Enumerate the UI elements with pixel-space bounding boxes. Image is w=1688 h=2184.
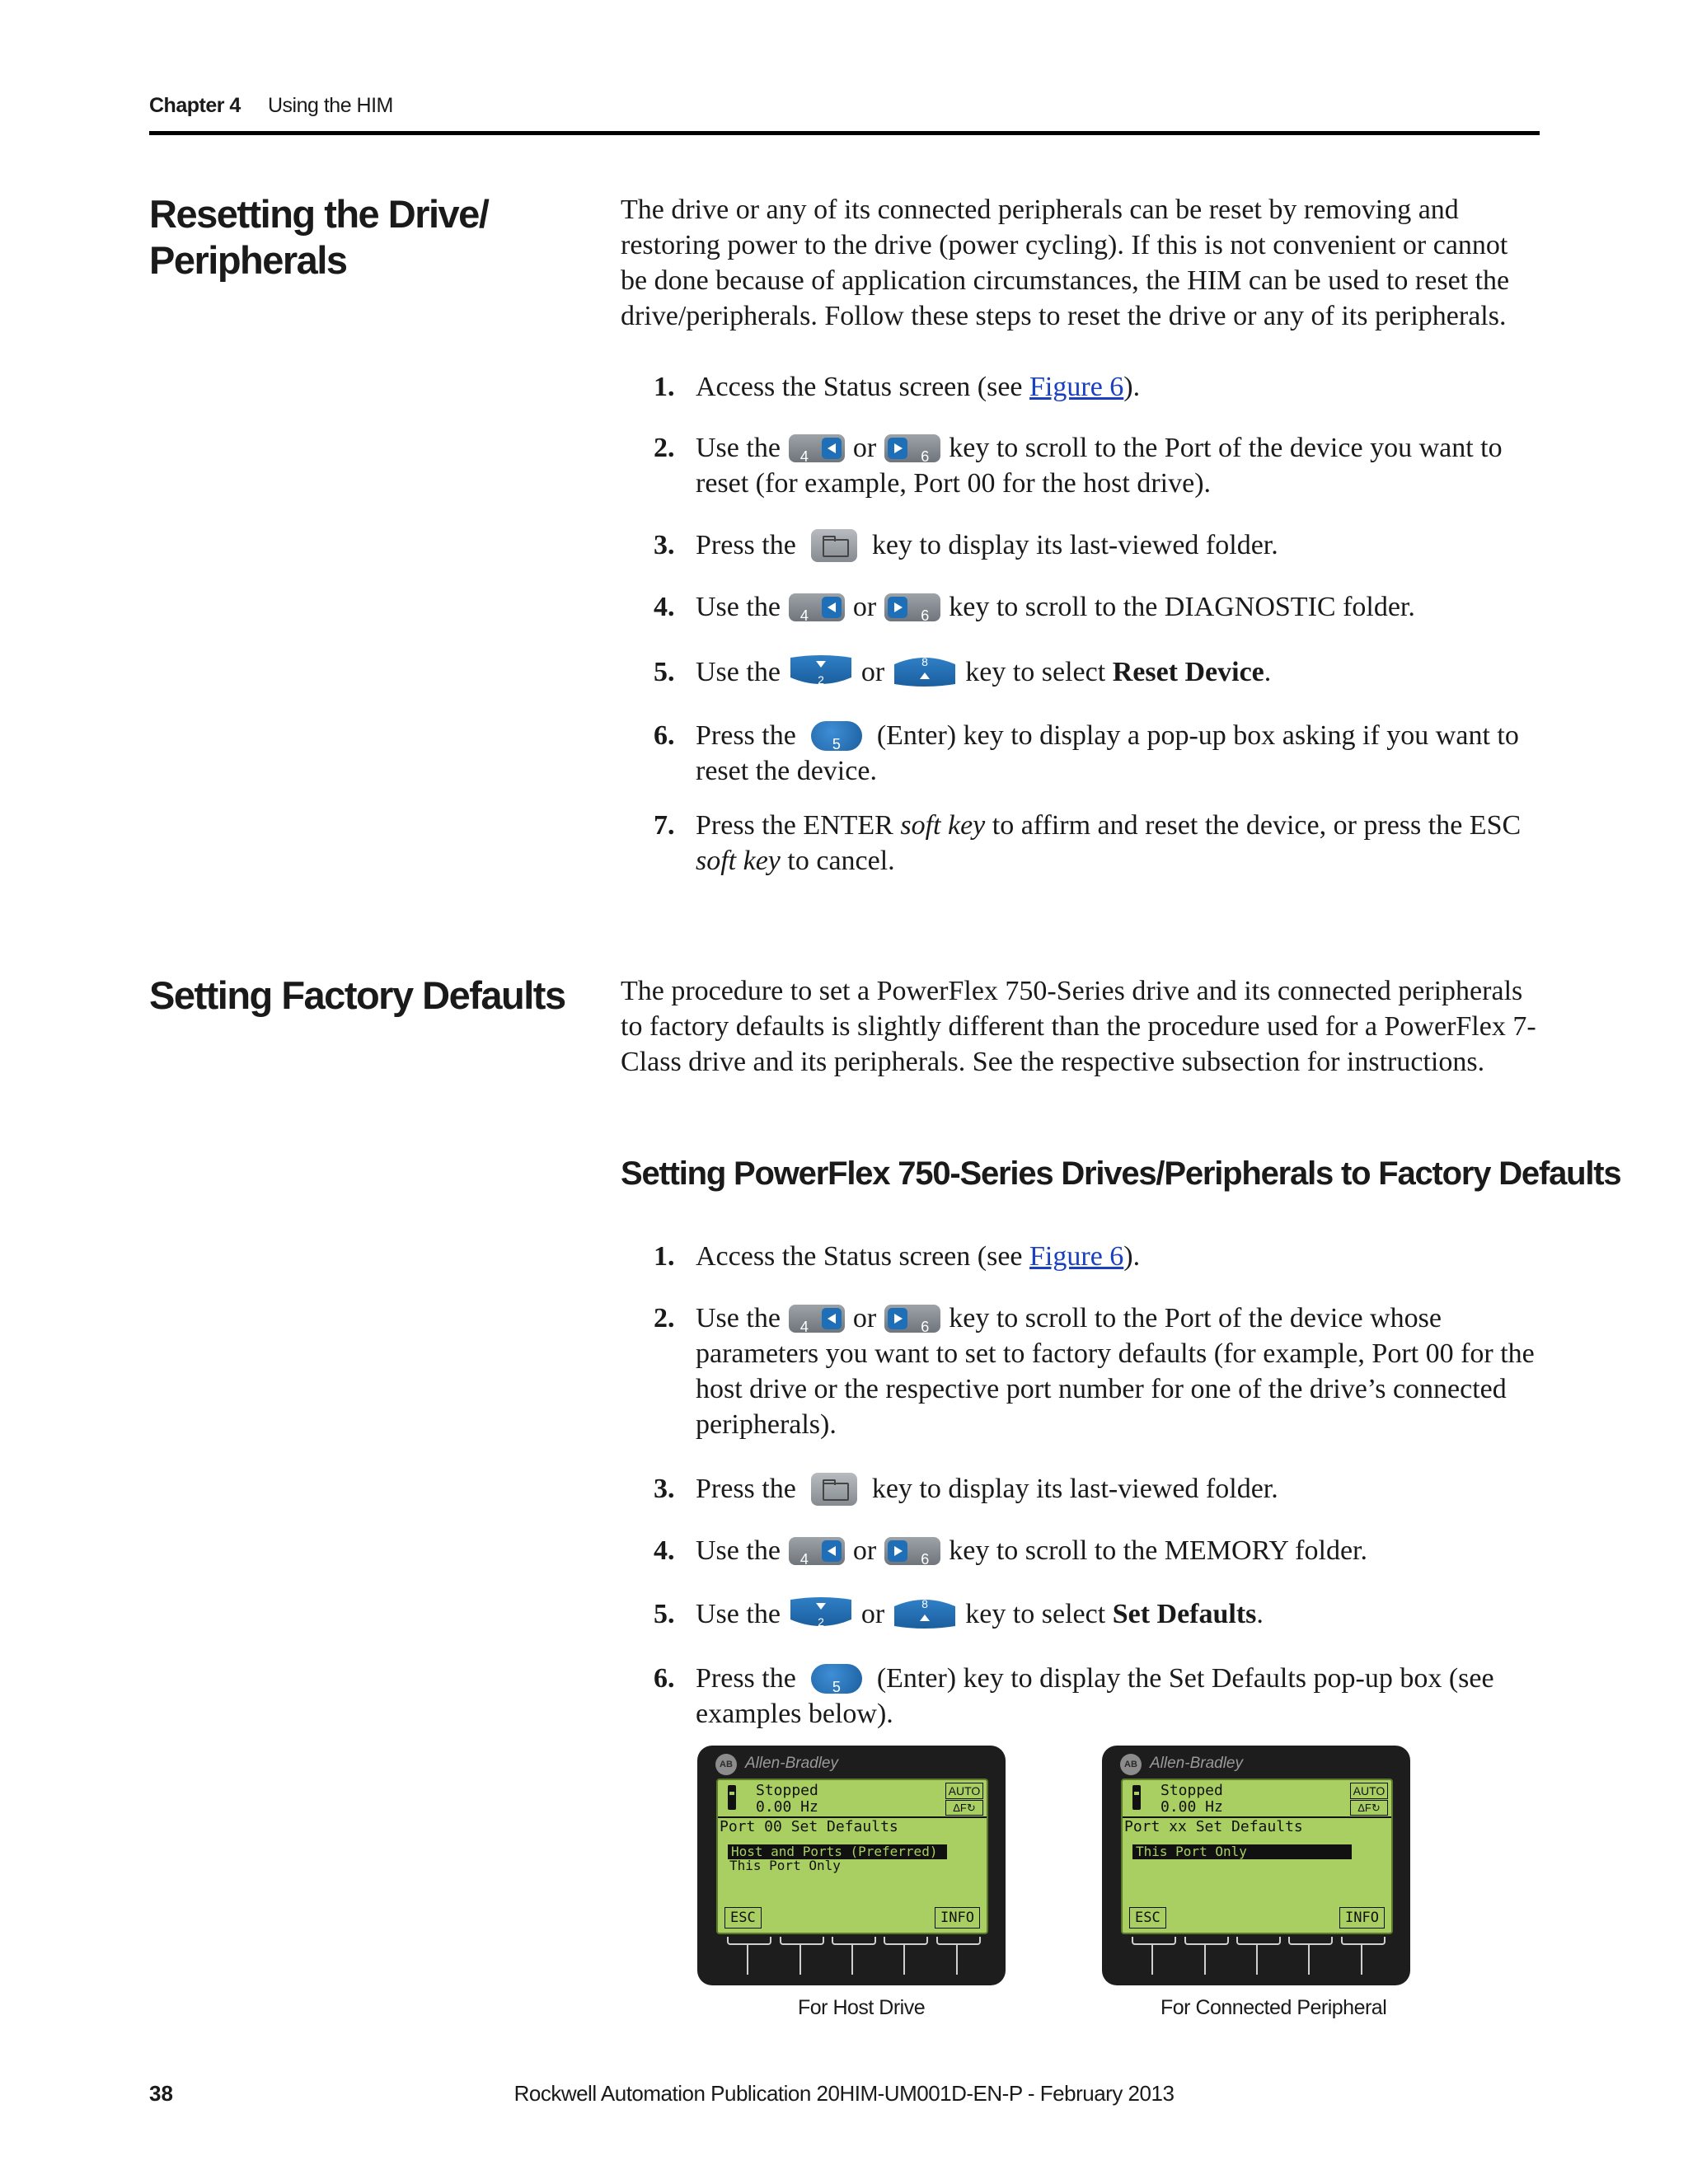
- auto-indicator: AUTO: [945, 1783, 983, 1799]
- step-number: 6.: [654, 1663, 675, 1694]
- down-arrow-key-icon: [789, 653, 853, 689]
- key-digit: 4: [799, 607, 809, 625]
- step-text: Use the: [696, 433, 781, 463]
- step-text: key to select: [965, 657, 1113, 687]
- step-number: 3.: [654, 1474, 675, 1504]
- step-text: key to display its last-viewed folder.: [871, 530, 1278, 560]
- soft-keys: [1125, 1937, 1389, 1978]
- step-text: Press the ENTER: [696, 810, 901, 841]
- step-text: to affirm and reset the device, or press the ESC: [985, 810, 1522, 841]
- soft-key-icon: [1184, 1937, 1226, 1976]
- running-header: [149, 92, 1540, 135]
- step-italic-text: soft key: [900, 810, 986, 841]
- arrow-tile: [888, 438, 907, 459]
- key-digit: 4: [799, 1319, 809, 1336]
- up-arrow-key-icon: [893, 653, 957, 689]
- figure-caption-host: For Host Drive: [798, 1996, 926, 2019]
- brand-name: Allen-Bradley: [1150, 1755, 1243, 1772]
- drive-status: Stopped: [756, 1782, 818, 1799]
- left-arrow-key-icon: [789, 593, 845, 625]
- step-text: ).: [1123, 372, 1141, 402]
- soft-keys: [720, 1937, 984, 1978]
- step-number: 4.: [654, 1535, 675, 1566]
- step-text: Press the: [696, 530, 796, 560]
- step-text: or: [852, 433, 877, 463]
- soft-key-icon: [780, 1937, 821, 1976]
- selected-option: This Port Only: [1132, 1844, 1352, 1859]
- step-text: key to scroll to the DIAGNOSTIC folder.: [949, 592, 1415, 622]
- right-arrow-key-icon: [884, 593, 940, 625]
- info-soft-key-label: INFO: [1339, 1907, 1385, 1929]
- step-text: key to scroll to the Port of the device you want to: [949, 433, 1503, 463]
- him-figure-connected-peripheral: [1102, 1746, 1410, 1985]
- key-digit: 6: [921, 607, 930, 625]
- arrow-tile: [822, 597, 842, 618]
- step-number: 6.: [654, 720, 675, 751]
- step-number: 2.: [654, 433, 675, 463]
- step-number: 2.: [654, 1303, 675, 1333]
- step-number: 5.: [654, 1599, 675, 1629]
- publication-footer: Rockwell Automation Publication 20HIM-UM001D-EN-P - February 2013: [513, 2081, 1175, 2106]
- step-text: Press the: [696, 1663, 796, 1694]
- soft-key-icon: [1236, 1937, 1278, 1976]
- step-italic-text: soft key: [696, 846, 781, 876]
- svg-text:2: 2: [818, 1615, 824, 1629]
- soft-key-icon: [1288, 1937, 1329, 1976]
- step-text: key to scroll to the Port of the device whose: [949, 1303, 1442, 1333]
- info-soft-key-label: INFO: [935, 1907, 980, 1929]
- factory-intro-paragraph: The procedure to set a PowerFlex 750-Series drive and its connected peripherals to factory defaults is slightly different than the procedure used for a PowerFlex 7-Class drive and its peripherals. See the respective subsection for instructions.: [621, 976, 1536, 1077]
- auto-indicator: AUTO: [1350, 1783, 1388, 1799]
- allen-bradley-logo-icon: AB: [1120, 1754, 1142, 1775]
- soft-key-icon: [884, 1937, 925, 1976]
- svg-text:8: 8: [921, 1597, 929, 1611]
- drive-frequency: 0.00 Hz: [1160, 1798, 1223, 1816]
- folder-key-icon: [811, 1473, 857, 1506]
- battery-icon: [1132, 1785, 1141, 1810]
- step-bold-text: Reset Device: [1112, 657, 1264, 687]
- left-arrow-key-icon: [789, 434, 845, 466]
- soft-key-icon: [727, 1937, 768, 1976]
- step-text: Use the: [696, 592, 781, 622]
- step-text: or: [852, 592, 877, 622]
- step-text: Access the Status screen (see: [696, 1241, 1030, 1272]
- him-device: [697, 1746, 1006, 1985]
- step-text: reset (for example, Port 00 for the host drive).: [696, 468, 1212, 499]
- step-number: 7.: [654, 810, 675, 841]
- down-arrow-key-icon: [789, 1595, 853, 1631]
- figure-6-link[interactable]: Figure 6: [1029, 1241, 1124, 1272]
- chapter-title: Using the HIM: [268, 94, 393, 117]
- step-bold-text: Set Defaults: [1112, 1599, 1257, 1629]
- step-number: 5.: [654, 657, 675, 687]
- header-rule: [149, 131, 1540, 135]
- step-text: Press the: [696, 1474, 796, 1504]
- heading-line-2: Peripherals: [149, 238, 347, 282]
- right-arrow-key-icon: [884, 1305, 940, 1336]
- step-text: Use the: [696, 657, 781, 687]
- step-text: or: [860, 657, 885, 687]
- step-number: 1.: [654, 372, 675, 402]
- arrow-tile: [822, 1308, 842, 1329]
- right-arrow-key-icon: [884, 434, 940, 466]
- popup-title: Port xx Set Defaults: [1124, 1818, 1303, 1835]
- arrow-tile: [888, 1540, 907, 1562]
- lcd-screen: [716, 1779, 988, 1934]
- battery-icon: [728, 1785, 736, 1810]
- left-arrow-key-icon: [789, 1537, 845, 1568]
- enter-key-icon: [811, 721, 862, 751]
- step-text: (Enter) key to display a pop-up box asking if you want to: [876, 720, 1519, 751]
- step-text: ).: [1123, 1241, 1141, 1272]
- chapter-number: Chapter 4: [149, 94, 241, 117]
- arrow-tile: [822, 438, 842, 459]
- left-arrow-key-icon: [789, 1305, 845, 1336]
- soft-key-icon: [1132, 1937, 1173, 1976]
- step-text: .: [1256, 1599, 1264, 1629]
- soft-key-icon: [1341, 1937, 1382, 1976]
- allen-bradley-logo-icon: AB: [715, 1754, 737, 1775]
- step-text: .: [1264, 657, 1272, 687]
- step-text: Access the Status screen (see: [696, 372, 1030, 402]
- status-indicators: ΔF↻: [1350, 1800, 1388, 1816]
- svg-text:8: 8: [921, 655, 929, 669]
- key-digit: 6: [921, 1319, 930, 1336]
- step-text: Press the: [696, 720, 796, 751]
- folder-key-icon: [811, 529, 857, 562]
- step-text: or: [852, 1303, 877, 1333]
- drive-status: Stopped: [1160, 1782, 1223, 1799]
- step-number: 4.: [654, 592, 675, 622]
- soft-key-icon: [936, 1937, 978, 1976]
- arrow-tile: [822, 1540, 842, 1562]
- step-text: to cancel.: [780, 846, 895, 876]
- step-number: 3.: [654, 530, 675, 560]
- key-digit: 5: [832, 1679, 841, 1696]
- step-text: key to scroll to the MEMORY folder.: [949, 1535, 1367, 1566]
- step-text: reset the device.: [696, 756, 877, 786]
- section-heading-factory-defaults: Setting Factory Defaults: [149, 973, 565, 1017]
- step-number: 1.: [654, 1241, 675, 1272]
- step-text: Use the: [696, 1599, 781, 1629]
- key-digit: 4: [799, 448, 809, 466]
- right-arrow-key-icon: [884, 1537, 940, 1568]
- esc-soft-key-label: ESC: [724, 1907, 762, 1929]
- step-text: key to display its last-viewed folder.: [871, 1474, 1278, 1504]
- key-digit: 6: [921, 448, 930, 466]
- soft-key-icon: [832, 1937, 873, 1976]
- svg-text:2: 2: [818, 673, 824, 687]
- reset-intro-paragraph: The drive or any of its connected peripherals can be reset by removing and restoring power to the drive (power cycling). If this is not convenient or cannot be done because of application circumstances, the HIM can be used to reset the drive/peripherals. Follow these steps to reset the drive or any of its peripherals.: [621, 194, 1510, 331]
- step-text: Use the: [696, 1303, 781, 1333]
- arrow-tile: [888, 1308, 907, 1329]
- drive-frequency: 0.00 Hz: [756, 1798, 818, 1816]
- selected-option: Host and Ports (Preferred): [728, 1844, 947, 1859]
- step-text: or: [852, 1535, 877, 1566]
- figure-6-link[interactable]: Figure 6: [1029, 372, 1124, 402]
- esc-soft-key-label: ESC: [1129, 1907, 1166, 1929]
- step-text: (Enter) key to display the Set Defaults pop-up box (see: [876, 1663, 1494, 1694]
- step-text: Use the: [696, 1535, 781, 1566]
- key-digit: 4: [799, 1551, 809, 1568]
- him-device: [1102, 1746, 1410, 1985]
- section-heading-reset: [149, 191, 578, 284]
- heading-line-1: Resetting the Drive/: [149, 192, 489, 236]
- status-indicators: ΔF↻: [945, 1800, 983, 1816]
- page-number: 38: [149, 2081, 173, 2106]
- him-figure-host-drive: [697, 1746, 1006, 1985]
- step-text: examples below).: [696, 1699, 893, 1729]
- key-digit: 6: [921, 1551, 930, 1568]
- brand-name: Allen-Bradley: [745, 1755, 838, 1772]
- figure-caption-peripheral: For Connected Peripheral: [1160, 1996, 1387, 2019]
- enter-key-icon: [811, 1664, 862, 1694]
- step-text: key to select: [965, 1599, 1113, 1629]
- up-arrow-key-icon: [893, 1595, 957, 1631]
- lcd-screen: [1121, 1779, 1393, 1934]
- step-text: parameters you want to set to factory defaults (for example, Port 00 for the host drive or the respective port number for one of the drive’s connected peripherals).: [696, 1338, 1535, 1440]
- arrow-tile: [888, 597, 907, 618]
- menu-option: This Port Only: [729, 1858, 841, 1873]
- step-text: or: [860, 1599, 885, 1629]
- popup-title: Port 00 Set Defaults: [720, 1818, 898, 1835]
- key-digit: 5: [832, 736, 841, 753]
- subsection-heading: Setting PowerFlex 750-Series Drives/Peripherals to Factory Defaults: [621, 1155, 1621, 1192]
